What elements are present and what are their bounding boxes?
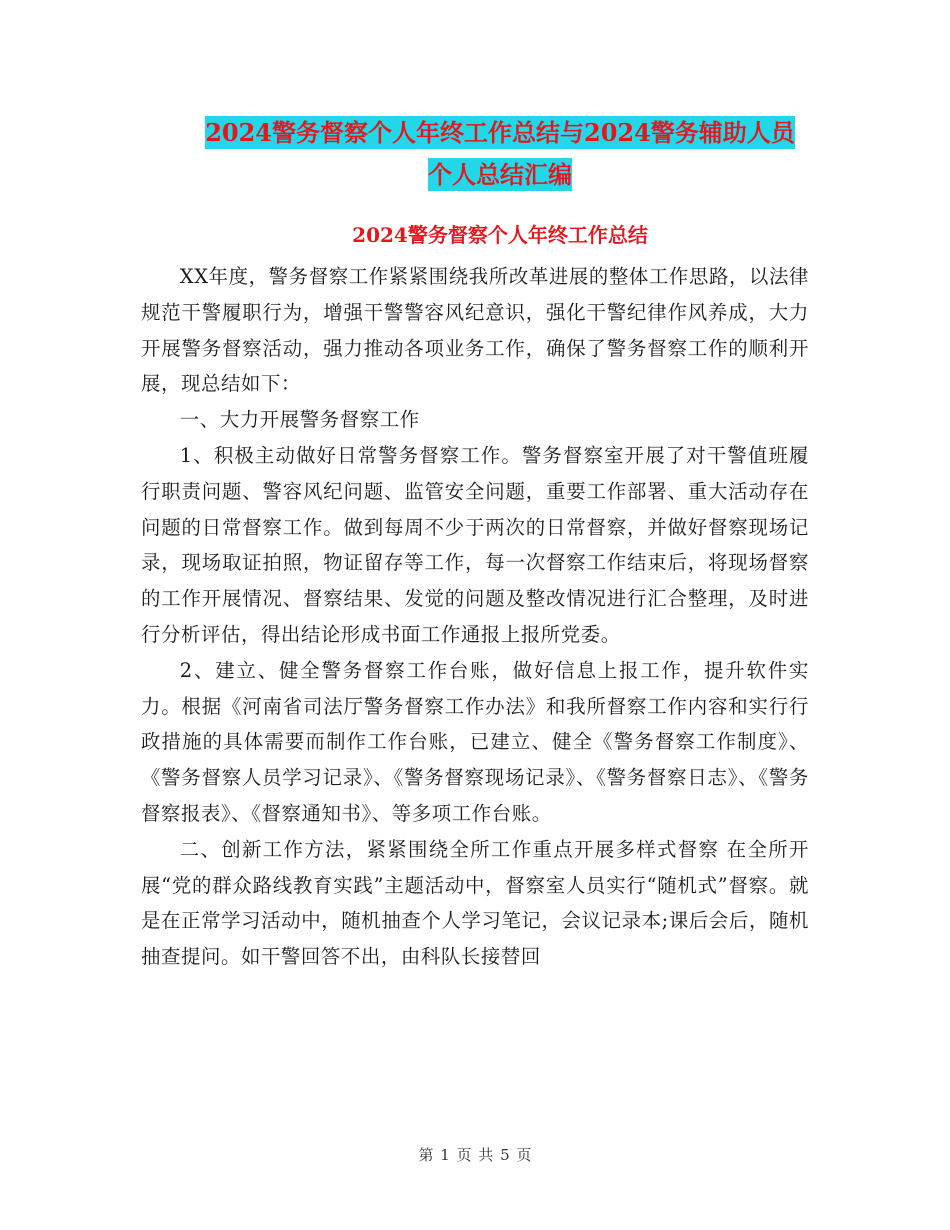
paragraph-heading-1: 一、大力开展警务督察工作 (179, 408, 420, 432)
document-title-line-2: 个人总结汇编 (428, 160, 572, 189)
paragraph-item-2: 2、建立、健全警务督察工作台账，做好信息上报工作，提升软件实力。根据《河南省司法厅警务督察工作办法》和我所督察工作内容和实行行政措施的具体需要而制作工作台账，已建立、健全《警务督察工作制度》、《警务督察人员学习记录》、《警务督察现场记录》、《警务督察日志》、《警务督察报表》、《督察通知书》、等多项工作台账。 (141, 658, 809, 825)
document-body (141, 259, 809, 975)
paragraph-item-1: 1、积极主动做好日常警务督察工作。警务督察室开展了对干警值班履行职责问题、警容风纪问题、监管安全问题，重要工作部署、重大活动存在问题的日常督察工作。做到每周不少于两次的日常督察，并做好督察现场记录，现场取证拍照，物证留存等工作，每一次督察工作结束后，将现场督察的工作开展情况、督察结果、发觉的问题及整改情况进行汇合整理，及时进行分析评估，得出结论形成书面工作通报上报所党委。 (141, 443, 809, 646)
paragraph-intro: XX年度，警务督察工作紧紧围绕我所改革进展的整体工作思路，以法律规范干警履职行为，增强干警警容风纪意识，强化干警纪律作风养成，大力开展警务督察活动，强力推动各项业务工作，确保了警务督察工作的顺利开展，现总结如下： (141, 265, 809, 396)
document-title-line-1: 2024警务督察个人年终工作总结与2024警务辅助人员 (205, 118, 795, 147)
paragraph-heading-2: 二、创新工作方法，紧紧围绕全所工作重点开展多样式督察 在全所开展“党的群众路线教育实践”主题活动中，督察室人员实行“随机式”督察。就是在正常学习活动中，随机抽查个人学习笔记，会议记录本;课后会后，随机抽查提问。如干警回答不出，由科队长接替回 (141, 837, 809, 969)
page-number-footer: 第 1 页 共 5 页 (418, 1146, 532, 1164)
section-title: 2024警务督察个人年终工作总结 (352, 223, 648, 247)
document-title (140, 112, 860, 196)
